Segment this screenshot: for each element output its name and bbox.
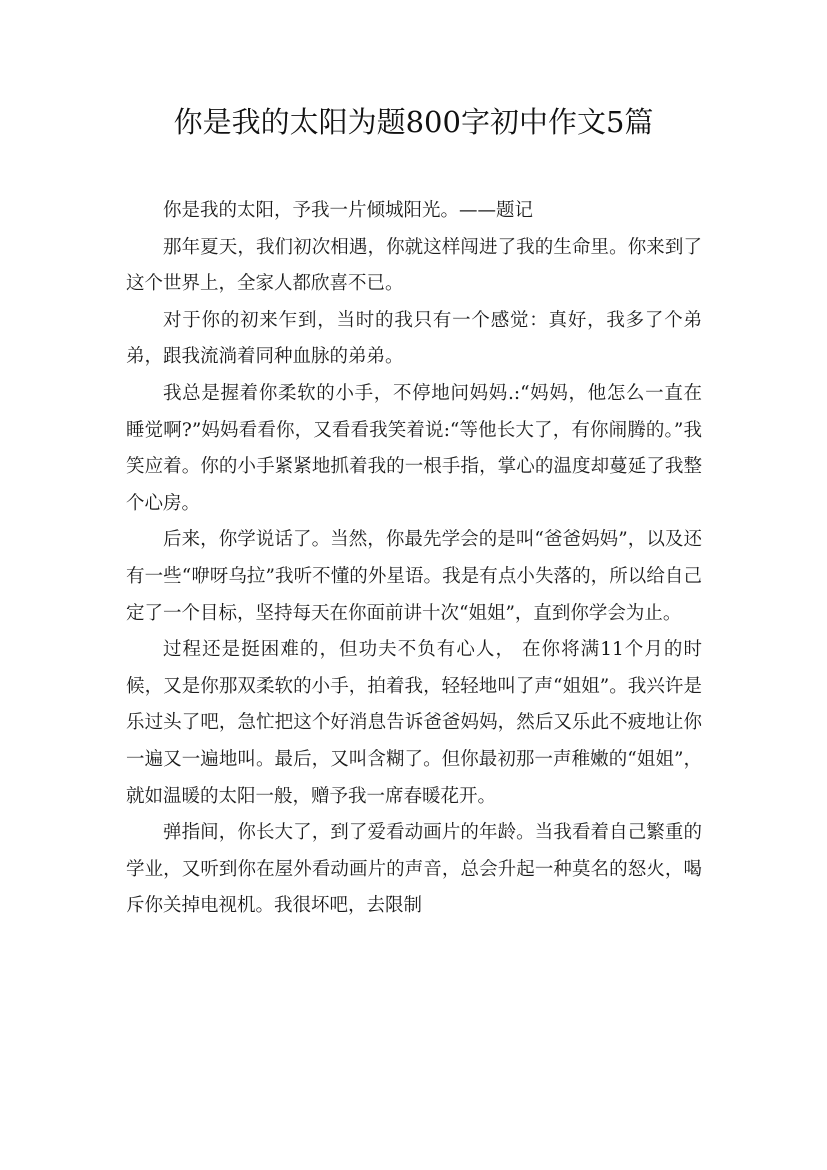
body-paragraph: 后来，你学说话了。当然，你最先学会的是叫“爸爸妈妈”，以及还有一些“咿呀乌拉”我听不懂的外星语。我是有点小失落的，所以给自己定了一个目标，坚持每天在你面前讲十次“姐姐”，直到你学会为止。 xyxy=(126,529,702,624)
body-paragraph: 那年夏天，我们初次相遇，你就这样闯进了我的生命里。你来到了这个世界上，全家人都欣喜不已。 xyxy=(126,236,702,295)
document-body xyxy=(126,193,702,925)
body-paragraph: 弹指间，你长大了，到了爱看动画片的年龄。当我看着自己繁重的学业，又听到你在屋外看动画片的声音，总会升起一种莫名的怒火，喝斥你关掉电视机。我很坏吧，去限制 xyxy=(126,822,702,917)
epigraph-paragraph: 你是我的太阳，予我一片倾城阳光。——题记 xyxy=(163,200,534,221)
body-paragraph: 我总是握着你柔软的小手，不停地问妈妈.:“妈妈，他怎么一直在睡觉啊?”妈妈看看你，又看看我笑着说:“等他长大了，有你闹腾的。”我笑应着。你的小手紧紧地抓着我的一根手指，掌心的温度却蔓延了我整个心房。 xyxy=(126,382,702,514)
body-paragraph: 对于你的初来乍到，当时的我只有一个感觉：真好，我多了个弟弟，跟我流淌着同种血脉的弟弟。 xyxy=(126,309,702,368)
document-title: 你是我的太阳为题800字初中作文5篇 xyxy=(173,105,654,139)
body-paragraph: 过程还是挺困难的，但功夫不负有心人， 在你将满11个月的时候，又是你那双柔软的小手，拍着我，轻轻地叫了声“姐姐”。我兴许是乐过头了吧，急忙把这个好消息告诉爸爸妈妈，然后又乐此不疲地让你一遍又一遍地叫。最后，又叫含糊了。但你最初那一声稚嫩的“姐姐”，就如温暖的太阳一般，赠予我一席春暖花开。 xyxy=(126,639,702,807)
